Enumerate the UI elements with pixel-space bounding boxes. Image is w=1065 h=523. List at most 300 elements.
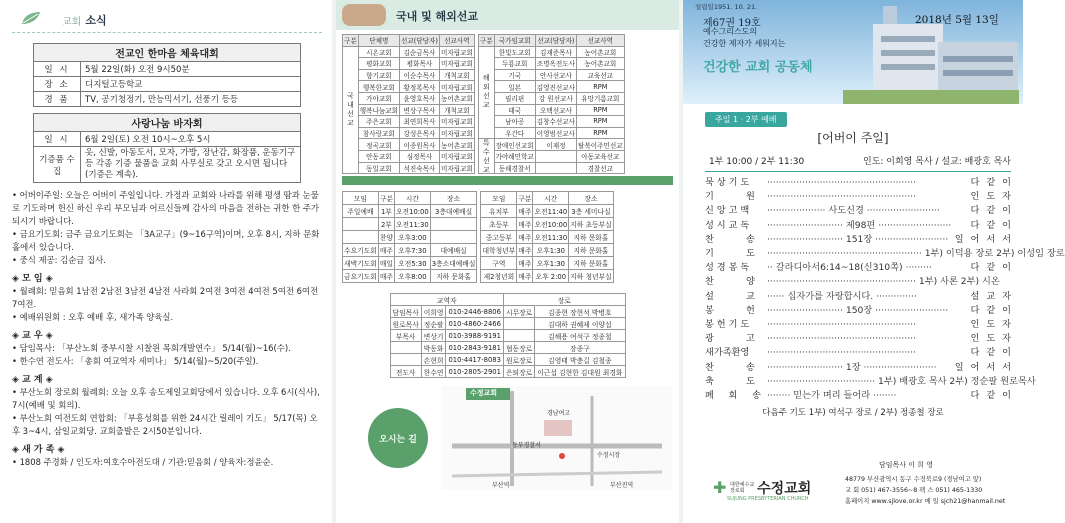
table-cell: 시무장로: [503, 306, 534, 318]
church-phone: 교 회 051) 467-3556~8 팩 스 051) 465-1330: [845, 487, 983, 494]
order-leader: 다 같 이: [970, 205, 1013, 217]
order-row: [683, 318, 1023, 332]
news-header-title: 소식: [85, 14, 107, 27]
table-cell: 010-4860-2466: [446, 318, 503, 330]
table-cell: 매주: [517, 231, 533, 244]
table-cell: 010-2805-2901: [446, 366, 503, 378]
table-row: [390, 366, 625, 378]
table-row: [343, 231, 477, 244]
order-detail: ·························· 150장 ·························: [767, 304, 949, 316]
table-cell: 오후1:30: [533, 244, 569, 257]
table-cell: 김순금목사: [399, 46, 439, 58]
table-cell: 필리핀: [494, 92, 535, 104]
table-header: 모임: [481, 192, 517, 205]
table-cell: RPM: [577, 104, 625, 116]
table-row: [478, 58, 624, 70]
table-cell: 한빛도교회: [494, 46, 535, 58]
members-item: • 담임목사: 「부산노회 중부시찰 시찰원 목회개발연수」 5/14(월)~16(수).: [12, 343, 291, 353]
table-cell: 오전10:00: [533, 218, 569, 231]
table-cell: 강성은목사: [399, 127, 439, 139]
order-item: 축 도: [705, 375, 755, 387]
table-cell: 대예배실: [430, 244, 477, 257]
table-row: [481, 231, 613, 244]
service-info: [683, 154, 1023, 167]
table-row: [343, 92, 475, 104]
table-cell: 미자립교회: [439, 150, 474, 162]
event-value: TV, 공기청정기, 만능믹서기, 선풍기 등등: [81, 92, 301, 107]
table-cell: 미자립교회: [439, 116, 474, 128]
table-header: 장소: [430, 192, 477, 205]
table-cell: [390, 342, 421, 354]
table-row: [343, 46, 475, 58]
table-header: 구분: [343, 35, 359, 47]
order-leader: 일 어 서 서: [954, 361, 1013, 373]
table-cell: 지하 초등부실: [569, 218, 614, 231]
denomination-item: • 부산노회 장로회 월례회: 오늘 오후 송도제일교회당에서 있습니다. 오후 6시(식사), 7시(예배 및 회의).: [12, 387, 320, 410]
table-row: [478, 150, 624, 162]
order-item: 신 앙 고 백: [705, 205, 750, 217]
table-cell: 황정록목사: [399, 81, 439, 93]
order-detail: ·························· 151장 ·························: [767, 233, 949, 245]
table-cell: 오후3:00: [394, 231, 430, 244]
order-item: 찬 송: [705, 361, 755, 373]
meeting-item: • 월례회: 믿음회 1남전 2남전 3남전 4남전 사라회 2여전 3여전 4여전 5여전 6여전 7여전.: [12, 286, 319, 309]
order-detail: ···················· 사도신경 ·························: [767, 205, 940, 217]
table-cell: 안동교회: [358, 150, 399, 162]
event-key: 일 시: [34, 62, 81, 77]
table-cell: 김해용 여석구 정종철: [535, 330, 625, 342]
church-name: 수정교회: [757, 481, 812, 497]
news-item: • 어버이주일: 오늘은 어버이 주일입니다. 가정과 교회와 나라를 위해 평생 땀과 눈물로 기도하며 헌신 하신 우리 부모님과 어르신들께 감사의 마음을 전하는 귀한 한 주가 되시기 바랍니다.: [12, 190, 320, 226]
news-header-pre: 교회: [62, 16, 82, 28]
table-cell: 장종구: [535, 342, 625, 354]
table-cell: [343, 218, 379, 231]
table-row: [481, 244, 613, 257]
table-cell: 김대하 권혜제 이양섭: [535, 318, 625, 330]
slogan-line1: 예수그리스도의: [703, 27, 758, 36]
table-row: [390, 330, 625, 342]
table-cell: 010-2843-9181: [446, 342, 503, 354]
order-item: 찬 송: [705, 233, 755, 245]
meeting-heading: ◈ 모 임 ◈: [12, 274, 53, 284]
table-cell: 오후 2:00: [533, 270, 569, 283]
table-cell: 가야교회: [358, 92, 399, 104]
table-cell: 매주: [517, 244, 533, 257]
map-church-label: 수정교회: [470, 389, 498, 398]
table-cell: 오전10:00: [394, 205, 430, 218]
order-item: 기 원: [705, 191, 755, 203]
map-label: 부산진역: [610, 482, 634, 490]
department-schedule-table: [480, 191, 613, 283]
table-cell: 오전5:30: [394, 257, 430, 270]
table-row: [481, 270, 613, 283]
pastor-name: 담임목사 이 희 영: [879, 461, 934, 469]
event-value: 디지털고등학교: [81, 77, 301, 92]
table-cell: 금요기도회: [343, 270, 379, 283]
table-row: [481, 257, 613, 270]
table-row: [343, 139, 475, 151]
table-cell: 부목사: [390, 330, 421, 342]
table-row: [390, 306, 625, 318]
mission-header-title: 국내 및 해외선교: [396, 10, 479, 23]
table-cell: 지하 청년부실: [569, 270, 614, 283]
table-header: 선교사역: [439, 35, 474, 47]
news-item: • 중식 제공: 김순금 집사.: [12, 255, 106, 265]
table-cell: 윤영호목사: [399, 92, 439, 104]
table-row: [343, 162, 475, 174]
table-cell: 남아공: [494, 116, 535, 128]
table-row: [343, 81, 475, 93]
newfamily-heading: ◈ 새 가 족 ◈: [12, 445, 65, 455]
order-row: [683, 233, 1023, 247]
table-cell: 유치부: [481, 205, 517, 218]
order-leader: 일 어 서 서: [954, 233, 1013, 245]
table-header: 단체명: [358, 35, 399, 47]
table-row: [343, 150, 475, 162]
table-row: [343, 257, 477, 270]
overseas-mission-table: [478, 34, 625, 174]
table-cell: 평화교회: [358, 58, 399, 70]
table-cell: 오전11:30: [394, 218, 430, 231]
order-detail: ·· 갈라디아서6:14~18(신310쪽) ·········: [767, 262, 932, 274]
table-cell: 김영태 박충길 김철종: [535, 354, 625, 366]
table-header: 시간: [533, 192, 569, 205]
order-row: [683, 261, 1023, 275]
order-row: [683, 275, 1023, 289]
order-row: [683, 375, 1036, 389]
slogan-main: 건강한 교회 공동체: [703, 60, 813, 75]
side-label: 특수선교: [478, 139, 494, 174]
table-cell: 장애인선교회: [494, 139, 535, 151]
table-cell: 미자립교회: [439, 81, 474, 93]
table-cell: [535, 162, 576, 174]
table-cell: 3층소대예배실: [430, 257, 477, 270]
denomination-item: • 부산노회 여전도회 연합회: 「부흥성회를 위한 24시간 릴레이 기도」 5/17(목) 오후 3~4시, 삼일교회당. 교회출발은 2시50분입니다.: [12, 413, 318, 436]
leaf-icon: [20, 10, 42, 26]
table-header: 선교(담당자): [535, 35, 576, 47]
table-cell: 오택선교사: [535, 104, 576, 116]
established-date: 설립일1951. 10. 21.: [695, 3, 758, 11]
table-cell: 이영범선교사: [535, 127, 576, 139]
table-header: 선교(담당자): [399, 35, 439, 47]
order-detail: ······ 십자가를 자랑합시다. ··············: [767, 290, 917, 302]
table-cell: 이종원목사: [399, 139, 439, 151]
directions-badge: [368, 408, 428, 468]
table-cell: 우간다: [494, 127, 535, 139]
table-cell: 매주: [517, 257, 533, 270]
table-cell: 행복한교회: [358, 81, 399, 93]
table-cell: 강 원선교사: [535, 92, 576, 104]
table-cell: [390, 354, 421, 366]
table-cell: 전도사: [390, 366, 421, 378]
table-cell: 미자립교회: [439, 127, 474, 139]
table-cell: 오전11:30: [533, 231, 569, 244]
order-leader: 다 같 이: [970, 347, 1013, 359]
table-row: [343, 218, 477, 231]
table-header: 시간: [394, 192, 430, 205]
table-cell: 주일예배: [343, 205, 379, 218]
table-cell: 은퇴장로: [503, 366, 534, 378]
table-cell: 아동교육선교: [577, 150, 625, 162]
order-detail: ····································· 1부) 배광호 목사 2부) 정순팔 원로목사: [767, 375, 1036, 387]
map-drawing: [442, 386, 672, 490]
order-row: [683, 247, 1065, 261]
table-cell: 변상구목사: [399, 104, 439, 116]
table-cell: 새벽기도회: [343, 257, 379, 270]
table-cell: 매주: [517, 205, 533, 218]
table-row: [343, 104, 475, 116]
order-item: 광 고: [705, 333, 755, 345]
members-item: • 한수연 전도사: 「총회 여교역자 세미나」 5/14(월)~5/20(주일).: [12, 356, 259, 366]
table-cell: 원로목사: [390, 318, 421, 330]
table-cell: 기국: [494, 69, 535, 81]
order-row: [683, 190, 1023, 204]
table-cell: 수요기도회: [343, 244, 379, 257]
news-item: • 금요기도회: 금주 금요기도회는 「3A교구」(9~16구역)이며, 오후 8시, 지하 문화홀에서 있습니다.: [12, 229, 320, 252]
divider-line: [705, 171, 1011, 172]
order-row: [683, 290, 1023, 304]
order-row: [683, 332, 1023, 346]
table-cell: 행복나눔교회: [358, 104, 399, 116]
table-header: 장소: [569, 192, 614, 205]
church-address: 48779 부산광역시 동구 수정북로9 (경남여고 앞): [845, 476, 982, 483]
table-cell: 변상기: [421, 330, 446, 342]
church-small-text: [730, 482, 754, 494]
order-detail: ···················································: [767, 177, 916, 188]
worship-order-list: [683, 176, 1065, 403]
table-cell: 지하 문화홀: [569, 257, 614, 270]
order-detail: ···················································: [767, 191, 916, 203]
order-detail: ···················································: [767, 333, 916, 345]
order-item: 봉 헌 기 도: [705, 319, 750, 331]
table-cell: 미자립교회: [439, 162, 474, 174]
table-cell: 3층 세미나실: [569, 205, 614, 218]
table-cell: [535, 150, 576, 162]
table-header: 구분: [517, 192, 533, 205]
table-cell: 지하 문화홀: [569, 244, 614, 257]
table-cell: 매주: [517, 218, 533, 231]
order-row: [683, 361, 1023, 375]
meeting-tables: [342, 191, 673, 283]
map-label: 동부경찰서: [512, 442, 541, 450]
table-cell: 참사랑교회: [358, 127, 399, 139]
mission-header: [336, 0, 679, 30]
praying-hands-image: [342, 4, 386, 26]
service-leaders: 인도: 이희영 목사 / 설교: 배광호 목사: [863, 157, 1011, 167]
directions-map: [342, 386, 673, 490]
table-row: [343, 116, 475, 128]
table-cell: 개척교회: [439, 104, 474, 116]
table-cell: 김창수선교사: [535, 116, 576, 128]
order-row: [683, 204, 1023, 218]
table-cell: 손현희: [421, 354, 446, 366]
denomination-name: 대한예수교: [730, 482, 755, 488]
domestic-mission-table: [342, 34, 475, 174]
staff-table: [390, 293, 626, 378]
table-cell: 석진숙목사: [399, 162, 439, 174]
event-value: 6월 2일(토) 오전 10시~오후 5시: [81, 132, 301, 147]
order-leader: 인 도 자: [970, 333, 1013, 345]
order-leader: 다 같 이: [970, 304, 1013, 316]
table-cell: 지하 문화홀: [430, 270, 477, 283]
table-row: [390, 342, 625, 354]
order-leader: 다 같 이: [970, 262, 1013, 274]
table-row: [478, 69, 624, 81]
denomination-heading: ◈ 교 계 ◈: [12, 375, 53, 385]
order-row: [683, 304, 1023, 318]
table-row: [478, 81, 624, 93]
table-cell: 담임목사: [390, 306, 421, 318]
table-row: [478, 127, 624, 139]
side-label: 해외선교: [478, 46, 494, 139]
table-cell: 이희영: [421, 306, 446, 318]
table-row: [343, 270, 477, 283]
table-cell: 경찰선교: [577, 162, 625, 174]
order-row: [683, 176, 1023, 190]
news-header: [12, 8, 322, 33]
order-item: 폐 회 송: [705, 390, 761, 402]
order-leader: 다 같 이: [970, 390, 1013, 402]
table-cell: 3층대예배실: [430, 205, 477, 218]
table-cell: 2부: [378, 218, 394, 231]
table-cell: 매일: [378, 257, 394, 270]
order-item: 설 교: [705, 290, 755, 302]
bazaar-box: [33, 113, 301, 183]
order-detail: ········ 믿는가 며리 들어라 ········: [767, 390, 897, 402]
table-row: [481, 218, 613, 231]
table-row: [343, 69, 475, 81]
church-web: 홈페이지 www.sjlove.or.kr 메 일 sjch21@hanmail.net: [845, 498, 1006, 505]
bazaar-title: 사랑나눔 바자회: [34, 114, 301, 132]
table-row: [478, 116, 624, 128]
table-cell: 농어촌교회: [577, 46, 625, 58]
table-cell: 정순팔: [421, 318, 446, 330]
table-cell: 김종현 장현석 박병호: [535, 306, 625, 318]
table-cell: 오후7:30: [394, 244, 430, 257]
table-cell: 매주: [517, 270, 533, 283]
slogan-line2: 건강한 제자가 세워지는: [703, 39, 786, 48]
table-cell: 원로장로: [503, 354, 534, 366]
table-cell: 오후1:30: [533, 257, 569, 270]
table-row: [478, 162, 624, 174]
table-cell: [430, 231, 477, 244]
map-label: 경남여고: [547, 410, 571, 418]
order-row: [683, 219, 1023, 233]
table-row: [343, 58, 475, 70]
table-cell: 초등부: [481, 218, 517, 231]
table-header: 선교사역: [577, 35, 625, 47]
order-detail: ··················································· 1부) 사론 2부) 시온: [767, 276, 1000, 288]
table-header: 교역자: [390, 294, 503, 306]
order-item: 새가족환영: [705, 347, 750, 359]
table-row: [390, 318, 625, 330]
table-cell: 010-3988-9191: [446, 330, 503, 342]
event-key: 경 품: [34, 92, 81, 107]
table-cell: [503, 330, 534, 342]
order-row: [683, 389, 1023, 403]
table-cell: 1부: [378, 205, 394, 218]
map-label: 부산역: [492, 482, 510, 490]
table-row: [390, 354, 625, 366]
table-cell: 이순수목사: [399, 69, 439, 81]
table-cell: 협동장로: [503, 342, 534, 354]
event-key: 장 소: [34, 77, 81, 92]
table-cell: 개척교회: [439, 69, 474, 81]
table-cell: 동해경찰서: [494, 162, 535, 174]
table-row: [343, 244, 477, 257]
sports-event-box: [33, 43, 301, 107]
service-tag: [705, 112, 787, 127]
table-cell: 중고등부: [481, 231, 517, 244]
table-cell: 010-4417-8083: [446, 354, 503, 366]
event-value: 5월 22일(화) 오전 9시50분: [81, 62, 301, 77]
sports-event-title: 전교인 한마음 체육대회: [34, 44, 301, 62]
next-week-prayer: 다음주 기도 1부) 여석구 장로 / 2부) 정종철 장로: [762, 408, 944, 419]
order-row: [683, 346, 1023, 360]
event-value: 옷, 신발, 아동도서, 모자, 가방, 장난감, 화장품, 운동기구 등 각종 기증 물품을 교회 사무실로 갖고 오시면 됩니다(기증은 계속).: [81, 147, 301, 183]
table-cell: 평화목사: [399, 58, 439, 70]
table-cell: 이재정: [535, 139, 576, 151]
table-cell: 심정목사: [399, 150, 439, 162]
order-leader: 설 교 자: [970, 290, 1013, 302]
table-cell: 가야해민학교: [494, 150, 535, 162]
order-item: 묵 상 기 도: [705, 177, 750, 188]
table-cell: 농어촌교회: [439, 92, 474, 104]
order-detail: ····················································· 1부) 이덕용 장로 2부) 이성임 장로: [767, 248, 1065, 260]
event-key: 일 시: [34, 132, 81, 147]
order-detail: ···················································: [767, 347, 916, 359]
table-cell: [503, 318, 534, 330]
denomination-sub: 장로회: [730, 488, 745, 494]
church-eng-name: SUJUNG PRESBYTERIAN CHURCH: [727, 496, 809, 502]
order-detail: ·························· 제98편 ·························: [767, 219, 952, 231]
order-leader: 인 도 자: [970, 319, 1013, 331]
table-cell: 교육선교: [577, 69, 625, 81]
table-cell: RPM: [577, 81, 625, 93]
table-cell: 최연희목사: [399, 116, 439, 128]
table-cell: 주은교회: [358, 116, 399, 128]
news-panel: [0, 0, 332, 523]
table-cell: [343, 231, 379, 244]
side-label: 국내선교: [343, 46, 359, 174]
service-times: 1부 10:00 / 2부 11:30: [709, 157, 805, 167]
table-row: [343, 205, 477, 218]
table-cell: 탈북이주민선교: [577, 139, 625, 151]
table-cell: 이근섭 김현한 김대원 최경화: [535, 366, 625, 378]
directions-title: 오시는 길: [379, 434, 417, 445]
table-cell: 농어촌교회: [439, 139, 474, 151]
table-cell: 두룡교회: [494, 58, 535, 70]
order-leader: 인 도 자: [970, 191, 1013, 203]
table-cell: 대학청년부: [481, 244, 517, 257]
table-cell: 오전11:40: [533, 205, 569, 218]
table-header: 국가임교회: [494, 35, 535, 47]
table-row: [478, 139, 624, 151]
order-leader: 다 같 이: [970, 177, 1013, 188]
table-cell: [430, 218, 477, 231]
table-cell: 동일교회: [358, 162, 399, 174]
order-detail: ·························· 1장 ·························: [767, 361, 937, 373]
table-row: [343, 127, 475, 139]
table-cell: RPM: [577, 127, 625, 139]
table-row: [478, 104, 624, 116]
table-header: 구분: [378, 192, 394, 205]
table-cell: 안사선교사: [535, 69, 576, 81]
table-cell: 구역: [481, 257, 517, 270]
order-item: 성 시 교 독: [705, 219, 750, 231]
table-cell: 010-2446-8806: [446, 306, 503, 318]
table-cell: 정곡교회: [358, 139, 399, 151]
